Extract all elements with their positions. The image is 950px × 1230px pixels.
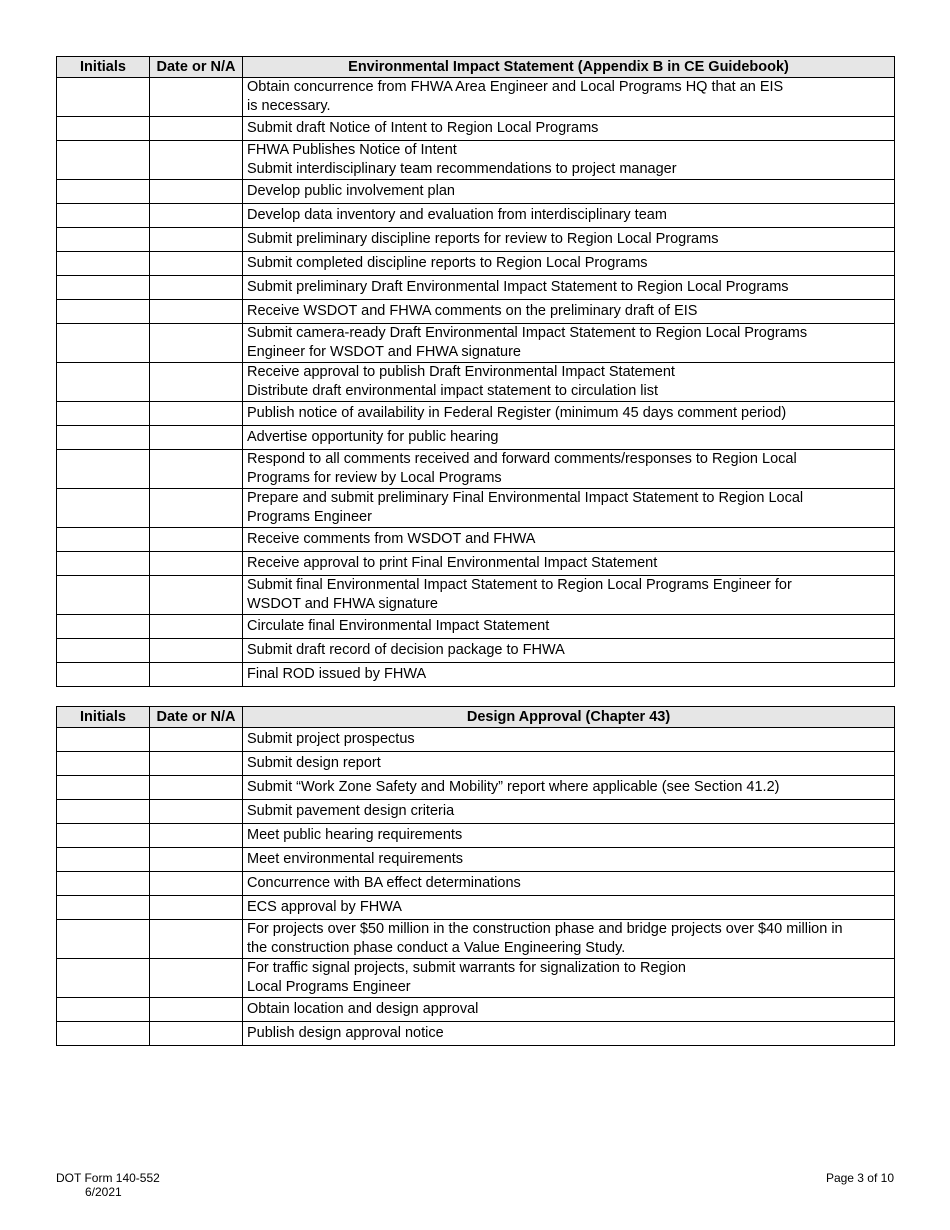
initials-cell[interactable] — [57, 752, 150, 776]
initials-cell[interactable] — [57, 141, 150, 180]
task-description — [243, 959, 895, 998]
table-row — [57, 615, 895, 639]
task-description — [243, 800, 895, 824]
task-text-line: ECS approval by FHWA — [247, 899, 402, 915]
task-description — [243, 552, 895, 576]
initials-cell[interactable] — [57, 402, 150, 426]
date-cell[interactable] — [150, 920, 243, 959]
task-text-line: Respond to all comments received and forward comments/responses to Region Local — [247, 451, 797, 467]
date-cell[interactable] — [150, 117, 243, 141]
table-row — [57, 639, 895, 663]
task-text-line: Submit pavement design criteria — [247, 803, 455, 819]
initials-cell[interactable] — [57, 959, 150, 998]
eis-section-title: Environmental Impact Statement (Appendix B in CE Guidebook) — [243, 57, 895, 78]
table-row — [57, 300, 895, 324]
initials-cell[interactable] — [57, 426, 150, 450]
task-description — [243, 117, 895, 141]
table-row — [57, 402, 895, 426]
initials-cell[interactable] — [57, 615, 150, 639]
table-header-row — [57, 707, 895, 728]
date-cell[interactable] — [150, 528, 243, 552]
task-text-line: Programs for review by Local Programs — [247, 470, 502, 486]
date-column-header: Date or N/A — [150, 707, 243, 728]
table-row — [57, 141, 895, 180]
task-description — [243, 896, 895, 920]
initials-cell[interactable] — [57, 848, 150, 872]
table-row — [57, 204, 895, 228]
task-text-line: FHWA Publishes Notice of Intent — [247, 142, 457, 158]
task-text-line: Programs Engineer — [247, 509, 372, 525]
task-text-line: Meet environmental requirements — [247, 851, 463, 867]
task-description — [243, 728, 895, 752]
table-row — [57, 117, 895, 141]
initials-cell[interactable] — [57, 800, 150, 824]
task-text-line: Submit draft Notice of Intent to Region Local Programs — [247, 120, 599, 136]
task-description — [243, 872, 895, 896]
date-cell[interactable] — [150, 639, 243, 663]
table-row — [57, 896, 895, 920]
table-row — [57, 776, 895, 800]
task-description — [243, 998, 895, 1022]
task-description — [243, 848, 895, 872]
task-text-line: For projects over $50 million in the construction phase and bridge projects over $40 million in — [247, 921, 843, 937]
task-text-line: Concurrence with BA effect determinations — [247, 875, 521, 891]
task-text-line: Circulate final Environmental Impact Statement — [247, 618, 550, 634]
initials-cell[interactable] — [57, 1022, 150, 1046]
task-description — [243, 78, 895, 117]
table-row — [57, 920, 895, 959]
task-description — [243, 450, 895, 489]
initials-cell[interactable] — [57, 663, 150, 687]
task-description — [243, 615, 895, 639]
initials-cell[interactable] — [57, 824, 150, 848]
task-description — [243, 180, 895, 204]
task-description — [243, 276, 895, 300]
table-row — [57, 276, 895, 300]
initials-cell[interactable] — [57, 639, 150, 663]
table-row — [57, 800, 895, 824]
task-text-line: Receive approval to print Final Environmental Impact Statement — [247, 555, 658, 571]
task-description — [243, 402, 895, 426]
date-cell[interactable] — [150, 204, 243, 228]
table-header-row — [57, 57, 895, 78]
task-text-line: Submit draft record of decision package to FHWA — [247, 642, 565, 658]
task-text-line: Receive approval to publish Draft Environmental Impact Statement — [247, 364, 675, 380]
task-text-line: Submit camera-ready Draft Environmental Impact Statement to Region Local Programs — [247, 325, 808, 341]
task-text-line: Submit final Environmental Impact Statement to Region Local Programs Engineer for — [247, 577, 792, 593]
date-cell[interactable] — [150, 824, 243, 848]
task-text-line: Publish design approval notice — [247, 1025, 444, 1041]
task-text-line: Meet public hearing requirements — [247, 827, 463, 843]
date-cell[interactable] — [150, 228, 243, 252]
task-text-line: Submit preliminary Draft Environmental Impact Statement to Region Local Programs — [247, 279, 789, 295]
date-column-header: Date or N/A — [150, 57, 243, 78]
task-text-line: Receive comments from WSDOT and FHWA — [247, 531, 536, 547]
task-description — [243, 1022, 895, 1046]
task-text-line: Distribute draft environmental impact statement to circulation list — [247, 383, 659, 399]
form-identifier — [56, 1171, 160, 1199]
initials-cell[interactable] — [57, 276, 150, 300]
initials-cell[interactable] — [57, 552, 150, 576]
table-row — [57, 552, 895, 576]
initials-cell[interactable] — [57, 528, 150, 552]
task-description — [243, 204, 895, 228]
initials-cell[interactable] — [57, 324, 150, 363]
date-cell[interactable] — [150, 615, 243, 639]
task-text-line: Obtain location and design approval — [247, 1001, 479, 1017]
table-row — [57, 752, 895, 776]
initials-cell[interactable] — [57, 920, 150, 959]
initials-cell[interactable] — [57, 252, 150, 276]
table-row — [57, 1022, 895, 1046]
task-text-line: Submit design report — [247, 755, 381, 771]
table-row — [57, 228, 895, 252]
task-description — [243, 363, 895, 402]
task-description — [243, 920, 895, 959]
date-cell[interactable] — [150, 402, 243, 426]
task-text-line: Submit preliminary discipline reports for review to Region Local Programs — [247, 231, 719, 247]
task-description — [243, 663, 895, 687]
task-text-line: For traffic signal projects, submit warrants for signalization to Region — [247, 960, 686, 976]
task-text-line: Develop public involvement plan — [247, 183, 455, 199]
date-cell[interactable] — [150, 78, 243, 117]
table-row — [57, 78, 895, 117]
table-row — [57, 998, 895, 1022]
task-text-line: WSDOT and FHWA signature — [247, 596, 438, 612]
initials-column-header: Initials — [57, 707, 150, 728]
form-number: DOT Form 140-552 — [56, 1171, 160, 1185]
initials-cell[interactable] — [57, 872, 150, 896]
task-text-line: Engineer for WSDOT and FHWA signature — [247, 344, 521, 360]
initials-cell[interactable] — [57, 776, 150, 800]
task-description — [243, 824, 895, 848]
design-approval-section-title: Design Approval (Chapter 43) — [243, 707, 895, 728]
task-text-line: Local Programs Engineer — [247, 979, 411, 995]
task-text-line: Submit “Work Zone Safety and Mobility” report where applicable (see Section 41.2) — [247, 779, 780, 795]
initials-cell[interactable] — [57, 450, 150, 489]
task-description — [243, 252, 895, 276]
date-cell[interactable] — [150, 848, 243, 872]
date-cell[interactable] — [150, 663, 243, 687]
date-cell[interactable] — [150, 752, 243, 776]
design-approval-checklist-table — [56, 706, 895, 1046]
table-row — [57, 824, 895, 848]
date-cell[interactable] — [150, 363, 243, 402]
task-text-line: Develop data inventory and evaluation from interdisciplinary team — [247, 207, 667, 223]
task-text-line: Receive WSDOT and FHWA comments on the preliminary draft of EIS — [247, 303, 698, 319]
task-description — [243, 639, 895, 663]
eis-checklist-table — [56, 56, 895, 687]
task-text-line: the construction phase conduct a Value Engineering Study. — [247, 940, 626, 956]
task-text-line: is necessary. — [247, 98, 331, 114]
table-row — [57, 872, 895, 896]
task-description — [243, 528, 895, 552]
date-cell[interactable] — [150, 252, 243, 276]
initials-cell[interactable] — [57, 728, 150, 752]
date-cell[interactable] — [150, 276, 243, 300]
task-description — [243, 228, 895, 252]
table-row — [57, 528, 895, 552]
date-cell[interactable] — [150, 180, 243, 204]
task-description — [243, 489, 895, 528]
date-cell[interactable] — [150, 489, 243, 528]
date-cell[interactable] — [150, 998, 243, 1022]
date-cell[interactable] — [150, 576, 243, 615]
date-cell[interactable] — [150, 872, 243, 896]
task-text-line: Publish notice of availability in Federal Register (minimum 45 days comment period) — [247, 405, 787, 421]
initials-cell[interactable] — [57, 78, 150, 117]
table-row — [57, 450, 895, 489]
date-cell[interactable] — [150, 300, 243, 324]
date-cell[interactable] — [150, 141, 243, 180]
table-row — [57, 959, 895, 998]
date-cell[interactable] — [150, 728, 243, 752]
task-text-line: Advertise opportunity for public hearing — [247, 429, 499, 445]
task-text-line: Prepare and submit preliminary Final Environmental Impact Statement to Region Local — [247, 490, 804, 506]
initials-cell[interactable] — [57, 998, 150, 1022]
initials-cell[interactable] — [57, 228, 150, 252]
task-description — [243, 141, 895, 180]
table-row — [57, 848, 895, 872]
date-cell[interactable] — [150, 959, 243, 998]
initials-cell[interactable] — [57, 576, 150, 615]
task-description — [243, 300, 895, 324]
table-row — [57, 324, 895, 363]
task-description — [243, 752, 895, 776]
initials-cell[interactable] — [57, 489, 150, 528]
date-cell[interactable] — [150, 896, 243, 920]
date-cell[interactable] — [150, 450, 243, 489]
task-description — [243, 426, 895, 450]
task-text-line: Submit completed discipline reports to Region Local Programs — [247, 255, 648, 271]
date-cell[interactable] — [150, 776, 243, 800]
task-text-line: Submit project prospectus — [247, 731, 415, 747]
task-text-line: Submit interdisciplinary team recommendations to project manager — [247, 161, 677, 177]
initials-cell[interactable] — [57, 204, 150, 228]
task-text-line: Final ROD issued by FHWA — [247, 666, 427, 682]
table-row — [57, 252, 895, 276]
table-row — [57, 363, 895, 402]
initials-cell[interactable] — [57, 300, 150, 324]
page-number: Page 3 of 10 — [825, 1171, 894, 1185]
form-date: 6/2021 — [85, 1185, 122, 1199]
initials-column-header: Initials — [57, 57, 150, 78]
task-description — [243, 776, 895, 800]
table-row — [57, 576, 895, 615]
initials-cell[interactable] — [57, 363, 150, 402]
table-row — [57, 180, 895, 204]
table-row — [57, 728, 895, 752]
table-row — [57, 489, 895, 528]
initials-cell[interactable] — [57, 896, 150, 920]
task-description — [243, 576, 895, 615]
task-text-line: Obtain concurrence from FHWA Area Engineer and Local Programs HQ that an EIS — [247, 79, 784, 95]
date-cell[interactable] — [150, 324, 243, 363]
date-cell[interactable] — [150, 1022, 243, 1046]
initials-cell[interactable] — [57, 180, 150, 204]
date-cell[interactable] — [150, 426, 243, 450]
initials-cell[interactable] — [57, 117, 150, 141]
task-description — [243, 324, 895, 363]
table-row — [57, 663, 895, 687]
date-cell[interactable] — [150, 800, 243, 824]
table-row — [57, 426, 895, 450]
date-cell[interactable] — [150, 552, 243, 576]
